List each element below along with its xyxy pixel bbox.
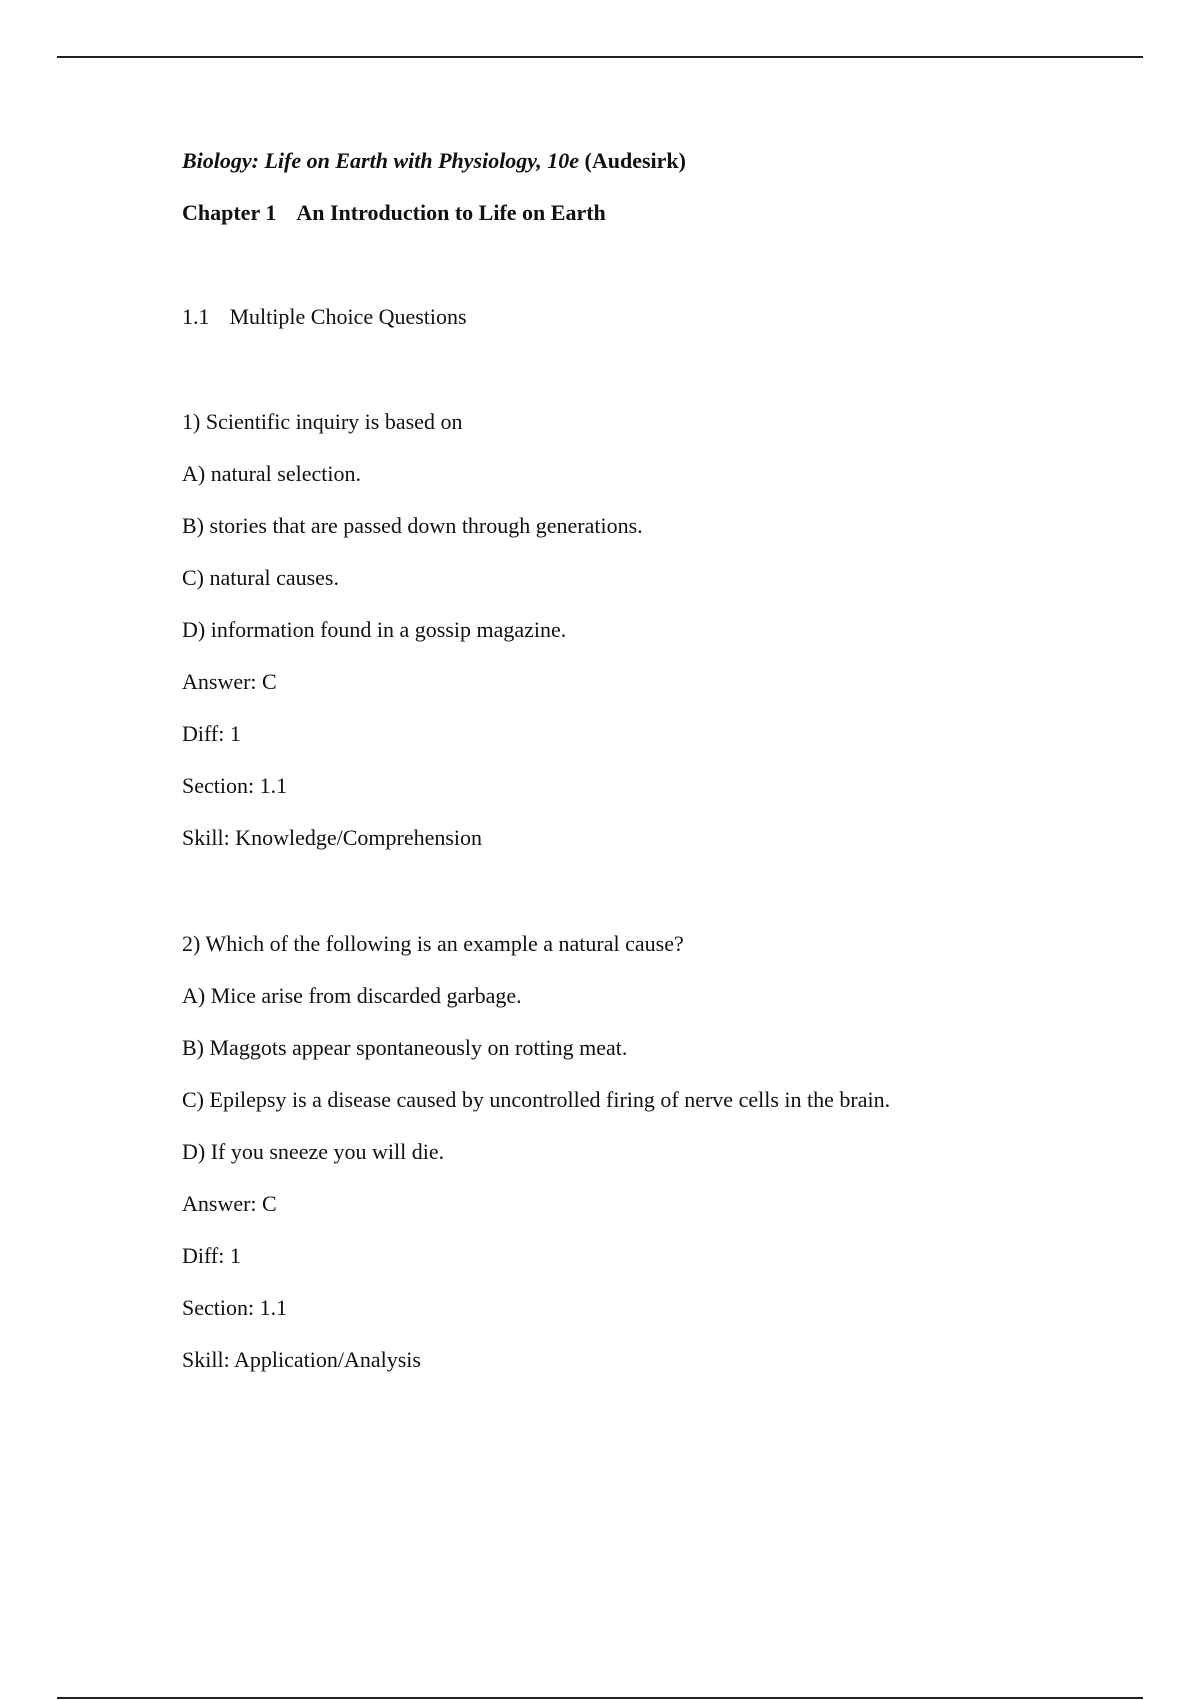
question-1-choice-c: C) natural causes. <box>182 565 339 590</box>
question-1-section: Section: 1.1 <box>182 773 288 798</box>
question-1-skill: Skill: Knowledge/Comprehension <box>182 825 483 850</box>
question-2-diff: Diff: 1 <box>182 1243 241 1268</box>
question-2-skill: Skill: Application/Analysis <box>182 1347 421 1372</box>
chapter-heading <box>182 200 606 226</box>
question-1-choice-b: B) stories that are passed down through generations. <box>182 513 643 538</box>
question-1-answer: Answer: C <box>182 669 277 694</box>
question-2-prompt: 2) Which of the following is an example a natural cause? <box>182 931 684 956</box>
question-2-choice-c: C) Epilepsy is a disease caused by uncontrolled firing of nerve cells in the brain. <box>182 1087 891 1112</box>
question-1-choice-a: A) natural selection. <box>182 461 361 486</box>
question-2-answer: Answer: C <box>182 1191 277 1216</box>
question-1-choice-d: D) information found in a gossip magazine. <box>182 617 567 642</box>
book-title-italic: Biology: Life on Earth with Physiology, 10e <box>182 148 580 173</box>
question-2-section: Section: 1.1 <box>182 1295 288 1320</box>
chapter-number: Chapter 1 <box>182 200 277 225</box>
chapter-title: An Introduction to Life on Earth <box>296 200 606 225</box>
book-author: (Audesirk) <box>584 148 686 173</box>
bottom-rule <box>57 1697 1143 1699</box>
question-1-prompt: 1) Scientific inquiry is based on <box>182 409 463 434</box>
question-1-diff: Diff: 1 <box>182 721 241 746</box>
book-title <box>182 148 686 174</box>
question-2-choice-d: D) If you sneeze you will die. <box>182 1139 445 1164</box>
question-2-choice-b: B) Maggots appear spontaneously on rotting meat. <box>182 1035 628 1060</box>
top-rule <box>57 56 1143 58</box>
section-title: Multiple Choice Questions <box>229 304 467 329</box>
question-2-choice-a: A) Mice arise from discarded garbage. <box>182 983 522 1008</box>
section-number: 1.1 <box>182 304 210 329</box>
section-heading <box>182 304 467 330</box>
